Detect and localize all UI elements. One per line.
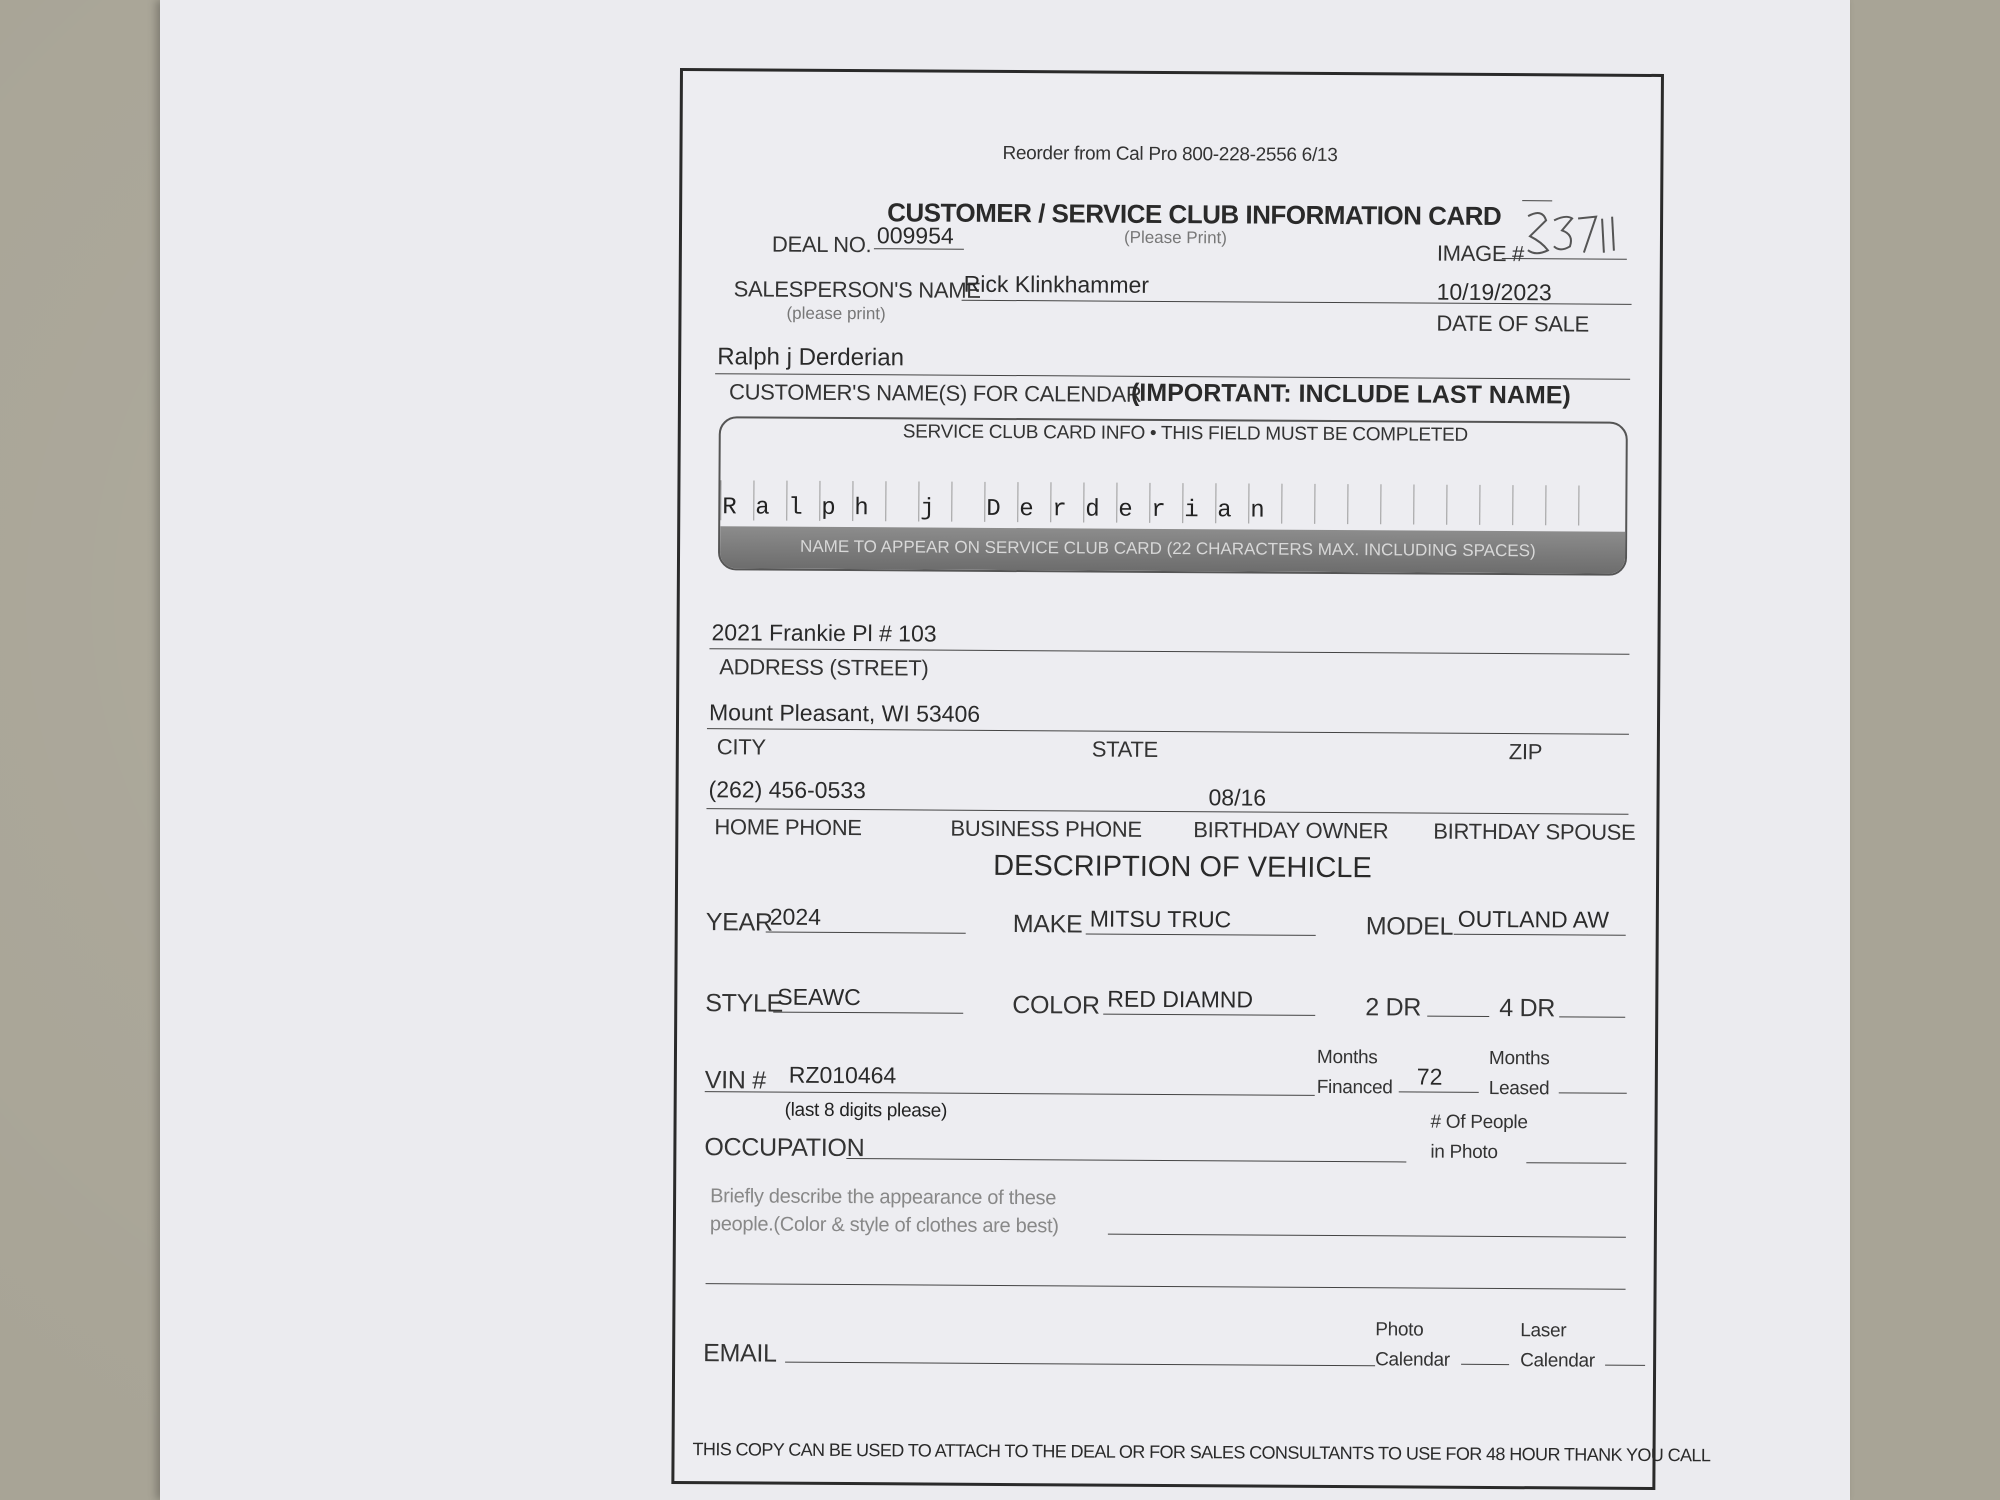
photo-calendar-label-top: Photo bbox=[1375, 1319, 1424, 1341]
months-leased-label-top: Months bbox=[1488, 1047, 1550, 1070]
city-line bbox=[707, 728, 1629, 735]
service-club-char[interactable]: p bbox=[821, 494, 836, 522]
service-club-char[interactable]: j bbox=[920, 495, 935, 523]
color-line bbox=[1103, 1014, 1315, 1016]
card-title: CUSTOMER / SERVICE CLUB INFORMATION CARD bbox=[887, 197, 1502, 232]
make-value[interactable]: MITSU TRUC bbox=[1089, 905, 1232, 933]
paper-sheet bbox=[160, 0, 1850, 1500]
photo-calendar-line[interactable] bbox=[1461, 1364, 1509, 1365]
service-club-char[interactable]: n bbox=[1250, 497, 1265, 525]
vin-value[interactable]: RZ010464 bbox=[788, 1061, 897, 1089]
service-club-char[interactable]: D bbox=[986, 495, 1001, 523]
describe-line-extra[interactable] bbox=[706, 1283, 1626, 1290]
year-line bbox=[766, 932, 966, 934]
color-label: COLOR bbox=[1012, 991, 1100, 1020]
describe-line-1: Briefly describe the appearance of these bbox=[710, 1185, 1057, 1210]
months-financed-label-top: Months bbox=[1316, 1046, 1378, 1069]
occupation-label: OCCUPATION bbox=[704, 1133, 865, 1163]
people-in-photo-label-2: in Photo bbox=[1430, 1141, 1498, 1164]
service-club-char[interactable]: r bbox=[1151, 496, 1166, 524]
service-club-char[interactable]: e bbox=[1019, 496, 1034, 524]
make-line bbox=[1086, 933, 1316, 935]
city-value[interactable]: Mount Pleasant, WI 53406 bbox=[708, 699, 981, 727]
describe-line[interactable] bbox=[1108, 1234, 1626, 1238]
style-label: STYLE bbox=[705, 989, 784, 1018]
image-label: IMAGE # bbox=[1436, 240, 1525, 267]
service-club-band bbox=[720, 526, 1625, 574]
months-financed-value[interactable]: 72 bbox=[1416, 1063, 1443, 1090]
customer-name-value[interactable]: Ralph j Derderian bbox=[717, 343, 905, 372]
service-club-char[interactable]: l bbox=[788, 494, 803, 522]
vin-label: VIN # bbox=[704, 1066, 766, 1095]
service-club-char[interactable]: r bbox=[1052, 496, 1067, 524]
service-club-band-text: NAME TO APPEAR ON SERVICE CLUB CARD (22 CHARACTERS MAX. INCLUDING SPACES) bbox=[800, 536, 1536, 561]
deal-no-value[interactable]: 009954 bbox=[876, 222, 954, 249]
service-club-char[interactable]: d bbox=[1085, 496, 1100, 524]
customer-name-label: CUSTOMER'S NAME(S) FOR CALENDAR bbox=[728, 379, 1142, 407]
birthday-owner-value[interactable]: 08/16 bbox=[1208, 784, 1267, 811]
service-club-box bbox=[718, 416, 1628, 576]
service-club-char[interactable]: R bbox=[722, 494, 737, 522]
make-label: MAKE bbox=[1012, 910, 1083, 939]
occupation-line[interactable] bbox=[846, 1158, 1406, 1162]
months-financed-label: Financed bbox=[1316, 1076, 1393, 1099]
birthday-spouse-label: BIRTHDAY SPOUSE bbox=[1433, 818, 1636, 845]
model-value[interactable]: OUTLAND AW bbox=[1457, 905, 1610, 933]
service-club-char[interactable]: i bbox=[1184, 497, 1199, 525]
birthday-owner-label: BIRTHDAY OWNER bbox=[1193, 817, 1389, 844]
salesperson-label: SALESPERSON'S NAME bbox=[733, 276, 981, 303]
zip-label: ZIP bbox=[1508, 739, 1543, 765]
two-door-line[interactable] bbox=[1427, 1016, 1489, 1017]
four-door-line[interactable] bbox=[1559, 1016, 1625, 1017]
style-line bbox=[773, 1012, 963, 1014]
service-club-char[interactable]: h bbox=[854, 495, 869, 523]
photo-calendar-label: Calendar bbox=[1375, 1349, 1450, 1371]
model-line bbox=[1454, 934, 1626, 936]
home-phone-value[interactable]: (262) 456-0533 bbox=[708, 776, 866, 804]
information-card bbox=[671, 68, 1711, 1490]
customer-important-note: (IMPORTANT: INCLUDE LAST NAME) bbox=[1130, 378, 1571, 410]
email-line[interactable] bbox=[785, 1362, 1375, 1367]
color-value[interactable]: RED DIAMND bbox=[1107, 985, 1254, 1013]
please-print-note: (Please Print) bbox=[1123, 227, 1228, 248]
business-phone-label: BUSINESS PHONE bbox=[950, 815, 1142, 842]
months-leased-label: Leased bbox=[1488, 1077, 1550, 1100]
email-label: EMAIL bbox=[703, 1339, 777, 1368]
service-club-char[interactable]: e bbox=[1118, 496, 1133, 524]
style-value[interactable]: SEAWC bbox=[777, 983, 861, 1011]
footer-note: THIS COPY CAN BE USED TO ATTACH TO THE DEAL OR FOR SALES CONSULTANTS TO USE FOR 48 HOUR THANK YOU CALL bbox=[692, 1439, 1711, 1466]
deal-no-label: DEAL NO. bbox=[771, 231, 872, 258]
laser-calendar-label: Calendar bbox=[1520, 1350, 1595, 1372]
city-label: CITY bbox=[716, 734, 766, 760]
address-label: ADDRESS (STREET) bbox=[719, 654, 929, 681]
four-door-label: 4 DR bbox=[1499, 994, 1556, 1023]
title-dash bbox=[1522, 200, 1552, 201]
service-club-char[interactable]: a bbox=[755, 494, 770, 522]
salesperson-value[interactable]: Rick Klinkhammer bbox=[963, 270, 1150, 298]
laser-calendar-label-top: Laser bbox=[1520, 1320, 1567, 1342]
months-financed-line bbox=[1399, 1091, 1479, 1092]
year-value[interactable]: 2024 bbox=[769, 903, 822, 930]
service-club-heading: SERVICE CLUB CARD INFO • THIS FIELD MUST BE COMPLETED bbox=[902, 421, 1468, 446]
year-label: YEAR bbox=[705, 908, 773, 937]
image-handwritten-number bbox=[1520, 206, 1620, 261]
vin-line bbox=[705, 1091, 1315, 1096]
describe-line-2: people.(Color & style of clothes are best) bbox=[709, 1213, 1059, 1238]
vin-sub: (last 8 digits please) bbox=[784, 1099, 948, 1122]
service-club-char[interactable]: a bbox=[1217, 497, 1232, 525]
home-phone-label: HOME PHONE bbox=[714, 814, 862, 841]
reorder-info: Reorder from Cal Pro 800-228-2556 6/13 bbox=[1002, 142, 1338, 167]
vehicle-heading: DESCRIPTION OF VEHICLE bbox=[993, 849, 1372, 885]
two-door-label: 2 DR bbox=[1365, 993, 1422, 1022]
laser-calendar-line[interactable] bbox=[1605, 1365, 1645, 1366]
state-label: STATE bbox=[1091, 736, 1159, 762]
salesperson-sub: (please print) bbox=[786, 303, 886, 324]
phone-line bbox=[706, 808, 1628, 815]
model-label: MODEL bbox=[1365, 912, 1454, 941]
date-of-sale-label: DATE OF SALE bbox=[1436, 310, 1590, 337]
months-leased-line[interactable] bbox=[1559, 1092, 1627, 1093]
people-in-photo-line[interactable] bbox=[1526, 1162, 1626, 1164]
address-line bbox=[709, 648, 1629, 655]
people-in-photo-label-1: # Of People bbox=[1430, 1111, 1528, 1134]
address-value[interactable]: 2021 Frankie Pl # 103 bbox=[711, 619, 937, 647]
deal-no-line bbox=[874, 248, 964, 250]
date-of-sale-value[interactable]: 10/19/2023 bbox=[1436, 278, 1552, 306]
